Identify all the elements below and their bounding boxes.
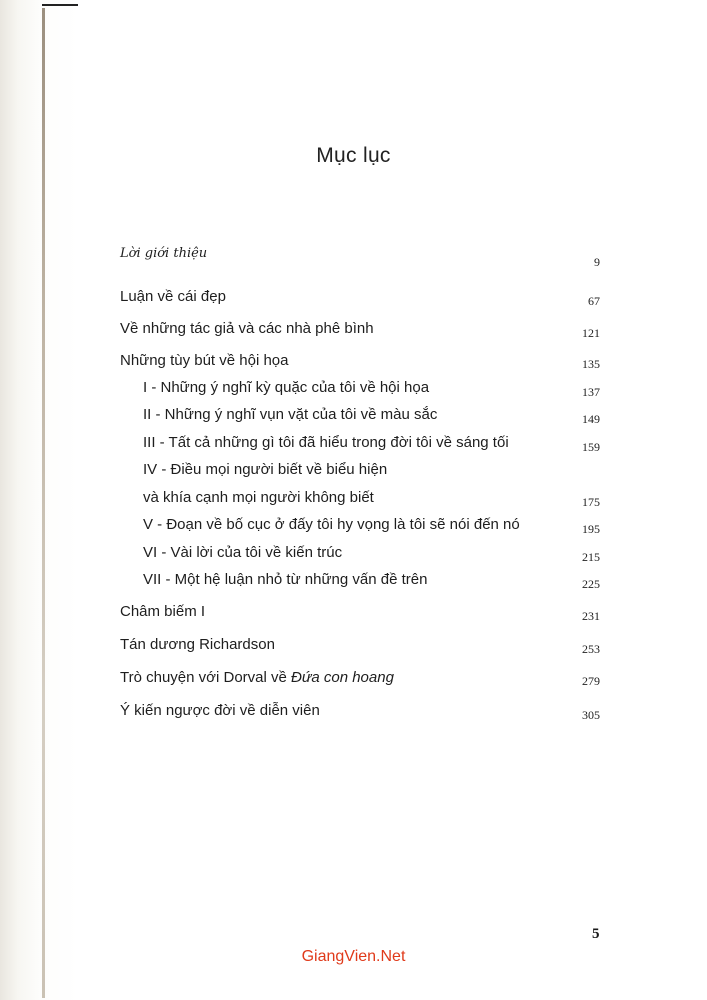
- toc-entry-text: và khía cạnh mọi người không biết: [143, 489, 374, 506]
- toc-entry: [0, 603, 707, 627]
- toc-subentry-continuation: [0, 489, 707, 513]
- toc-entry-page: 121: [582, 326, 600, 340]
- toc-entry-text: Về những tác giả và các nhà phê bình: [120, 320, 374, 337]
- toc-entry-text: III - Tất cả những gì tôi đã hiểu trong đời tôi về sáng tối: [143, 434, 509, 451]
- toc-entry-page: 253: [582, 642, 600, 656]
- toc-entry-text: Châm biếm I: [120, 603, 206, 620]
- watermark-text: GiangVien.Net: [301, 948, 406, 965]
- toc-entry-text: VII - Một hệ luận nhỏ từ những vấn đề trên: [143, 571, 428, 588]
- toc-subentry: [0, 516, 707, 540]
- toc-entry-text: [120, 669, 394, 686]
- toc-entry-page: 9: [594, 255, 600, 269]
- toc-entry-page: 135: [582, 357, 600, 371]
- toc-entry-text: V - Đoạn về bố cục ở đấy tôi hy vọng là tôi sẽ nói đến nó: [143, 516, 520, 533]
- page-title: Mục lục: [316, 144, 391, 167]
- toc-entry-text-italic: Đứa con hoang: [291, 669, 394, 686]
- toc-entry: [0, 288, 707, 312]
- toc-entry: [0, 669, 707, 693]
- toc-entry-page: 175: [582, 495, 600, 509]
- toc-subentry: [0, 571, 707, 595]
- toc-entry-text: IV - Điều mọi người biết về biểu hiện: [143, 461, 388, 478]
- toc-entry-introduction: [0, 246, 707, 270]
- toc-entry-text: VI - Vài lời của tôi về kiến trúc: [143, 544, 343, 561]
- toc-entry: [0, 636, 707, 660]
- toc-entry-text: Lời giới thiệu: [120, 246, 208, 261]
- toc-entry: [0, 702, 707, 726]
- toc-subentry: [0, 406, 707, 430]
- toc-entry-page: 149: [582, 412, 600, 426]
- toc-entry-page: 195: [582, 522, 600, 536]
- toc-entry-text: I - Những ý nghĩ kỳ quặc của tôi về hội họa: [143, 379, 430, 396]
- toc-entry-text: Tán dương Richardson: [120, 636, 275, 653]
- toc-entry-page: 231: [582, 609, 600, 623]
- toc-entry-page: 215: [582, 550, 600, 564]
- toc-entry-text: Luận về cái đẹp: [120, 288, 226, 305]
- toc-entry-text: Ý kiến ngược đời về diễn viên: [120, 702, 320, 719]
- toc-entry: [0, 320, 707, 344]
- toc-entry-page: 137: [582, 385, 600, 399]
- toc-subentry: [0, 544, 707, 568]
- toc-entry-page: 159: [582, 440, 600, 454]
- page-number: 5: [592, 926, 600, 942]
- toc-entry-text-regular: Trò chuyện với Dorval về: [120, 669, 292, 686]
- toc-subentry: [0, 379, 707, 403]
- toc-entry-page: 225: [582, 577, 600, 591]
- toc-subentry: [0, 461, 707, 485]
- toc-entry-page: 67: [588, 294, 600, 308]
- toc-entry-page: 279: [582, 674, 600, 688]
- toc-entry-text: II - Những ý nghĩ vụn vặt của tôi về màu sắc: [143, 406, 438, 423]
- toc-entry-text: Những tùy bút về hội họa: [120, 352, 289, 369]
- toc-subentry: [0, 434, 707, 458]
- toc-entry-page: 305: [582, 708, 600, 722]
- toc-entry: [0, 352, 707, 376]
